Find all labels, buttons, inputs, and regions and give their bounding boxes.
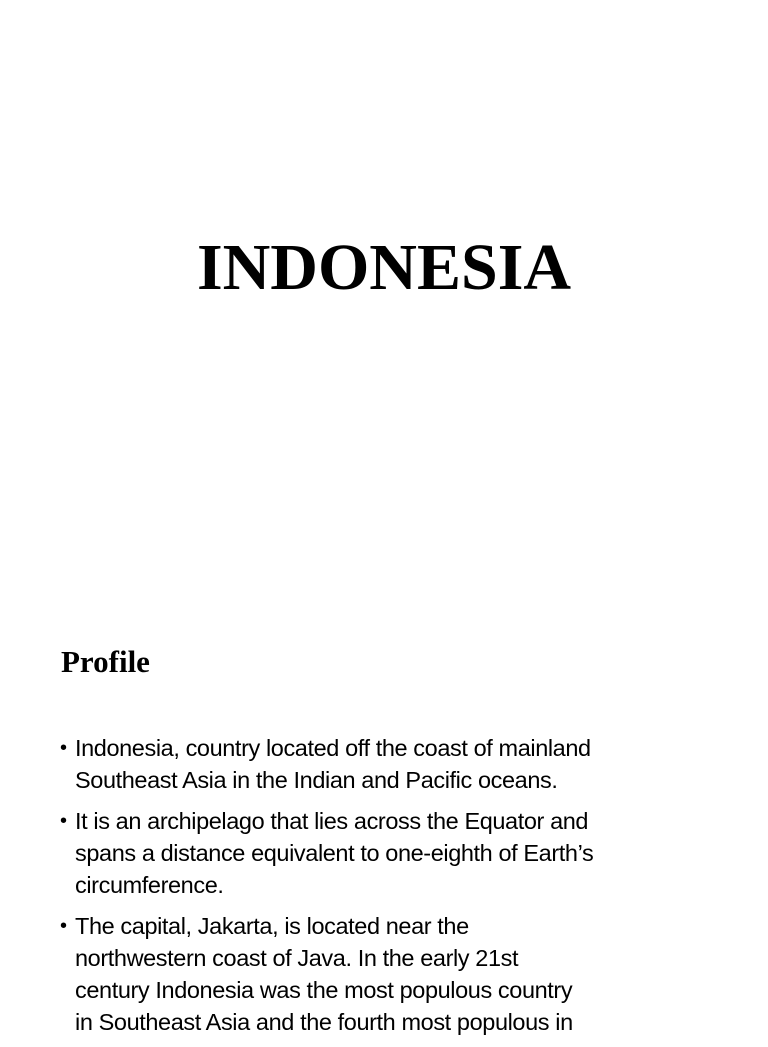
bullet-item bbox=[60, 805, 760, 901]
bullet-item bbox=[60, 910, 760, 1038]
bullet-line: circumference. bbox=[75, 872, 224, 898]
bullet-line: It is an archipelago that lies across the Equator and bbox=[75, 808, 589, 834]
section-heading: Profile bbox=[61, 644, 150, 679]
bullet-line: northwestern coast of Java. In the early 21st bbox=[75, 945, 519, 971]
bullet-line: Indonesia, country located off the coast of mainland bbox=[75, 735, 591, 761]
bullet-line: spans a distance equivalent to one-eighth of Earth’s bbox=[75, 840, 594, 866]
bullet-icon: • bbox=[60, 737, 67, 759]
slide-title: INDONESIA bbox=[196, 231, 572, 304]
bullet-line: The capital, Jakarta, is located near the bbox=[75, 913, 469, 939]
bullet-icon: • bbox=[60, 915, 67, 937]
bullet-icon: • bbox=[60, 810, 67, 832]
bullet-list bbox=[60, 732, 760, 1047]
bullet-item bbox=[60, 732, 760, 796]
bullet-line: century Indonesia was the most populous country bbox=[75, 977, 573, 1003]
bullet-line: Southeast Asia in the Indian and Pacific oceans. bbox=[75, 767, 558, 793]
bullet-line: in Southeast Asia and the fourth most populous in bbox=[75, 1009, 573, 1035]
